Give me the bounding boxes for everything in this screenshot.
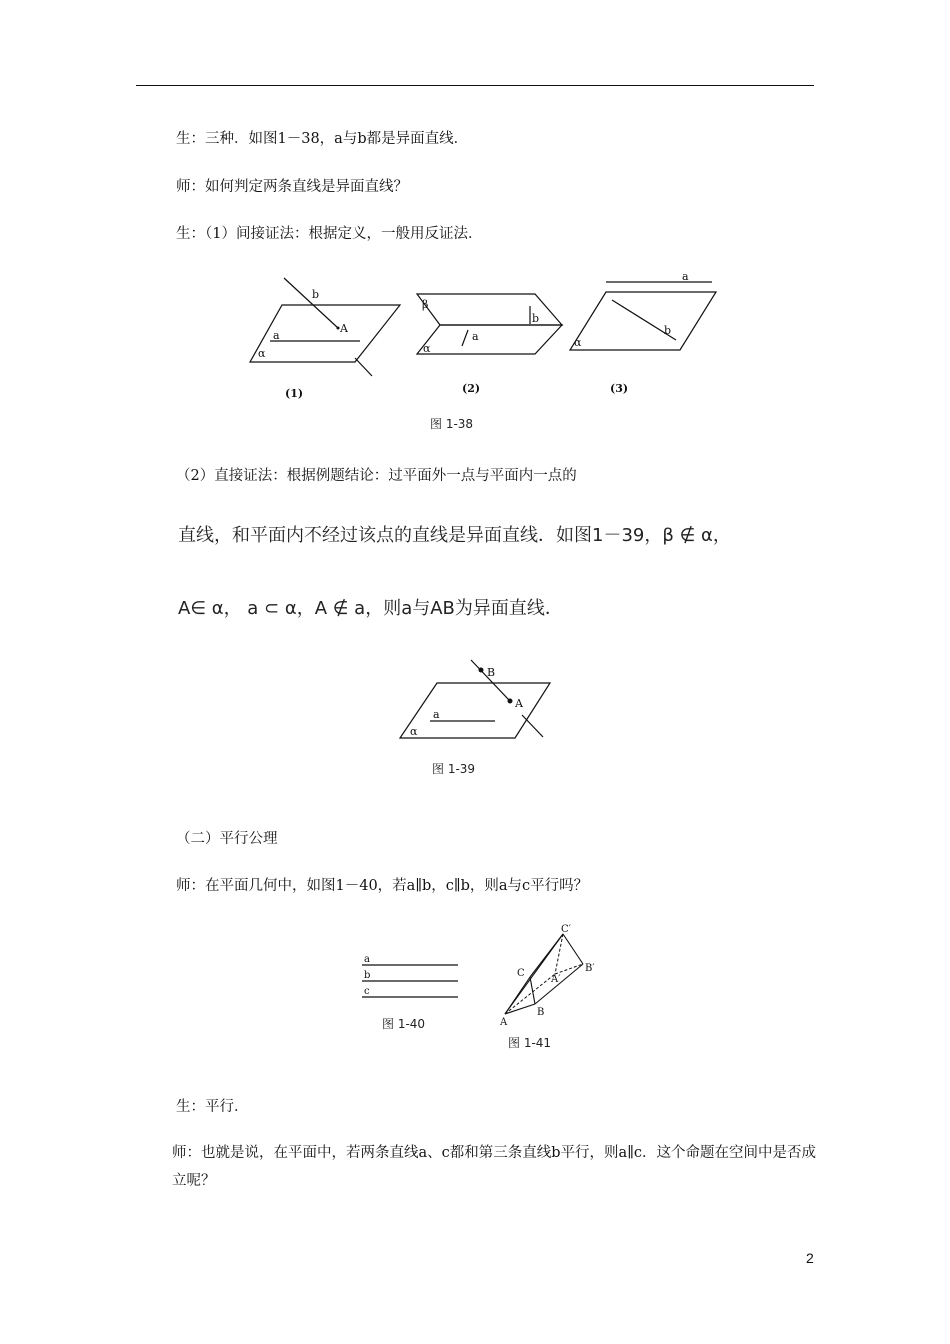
page-number: 2 <box>806 1250 814 1266</box>
line-a-2 <box>462 330 468 346</box>
label-alpha: α <box>574 336 582 349</box>
label-alpha: α <box>258 347 266 360</box>
subfigure-label: (1) <box>285 387 304 400</box>
label-A: A <box>340 322 348 335</box>
label-A: A <box>500 1017 508 1028</box>
figure-1-41 <box>495 922 605 1032</box>
label-a: a <box>364 954 370 965</box>
plane-alpha <box>400 683 550 738</box>
label-a: a <box>682 270 689 283</box>
subfigure-label: (3) <box>610 382 629 395</box>
header-rule <box>136 85 814 86</box>
paragraph: 生：三种．如图1－38，a与b都是异面直线． <box>176 131 469 147</box>
label-alpha: α <box>423 342 431 355</box>
paragraph: A∈ α， a ⊂ α，A ∉ a，则a与AB为异面直线． <box>178 598 563 619</box>
line-AB-lower <box>522 715 543 737</box>
line-b-1-lower <box>355 358 372 376</box>
label-a: a <box>273 329 280 342</box>
label-B: B <box>537 1007 545 1018</box>
label-A: A <box>515 697 523 710</box>
label-a: a <box>472 330 479 343</box>
label-B: B <box>487 666 496 679</box>
plane-beta-2 <box>417 294 562 325</box>
label-b: b <box>312 288 320 301</box>
figure-caption: 图 1-41 <box>508 1036 552 1050</box>
label-b: b <box>364 970 371 981</box>
point-A <box>508 699 513 704</box>
label-C-prime: C′ <box>561 924 571 935</box>
paragraph: 生：平行． <box>176 1099 249 1115</box>
plane-alpha-3 <box>570 292 716 350</box>
label-B-prime: B′ <box>585 963 595 974</box>
paragraph: 直线，和平面内不经过该点的直线是异面直线．如图1－39，β ∉ α， <box>178 525 731 546</box>
label-C: C <box>517 968 525 979</box>
figure-caption: 图 1-39 <box>432 762 476 776</box>
subfigure-label: (2) <box>462 382 481 395</box>
paragraph: 生：（1）间接证法：根据定义，一般用反证法． <box>176 226 483 242</box>
label-b: b <box>664 324 672 337</box>
figure-caption: 图 1-40 <box>382 1017 426 1031</box>
paragraph: 师：如何判定两条直线是异面直线？ <box>176 179 408 195</box>
plane-alpha-2 <box>417 325 562 354</box>
line-b-1 <box>284 278 338 328</box>
figure-caption: 图 1-38 <box>430 417 474 431</box>
section-heading: （二）平行公理 <box>176 831 278 847</box>
label-a: a <box>433 708 440 721</box>
label-A-prime: A′ <box>551 974 561 985</box>
label-b: b <box>532 312 540 325</box>
label-c: c <box>364 986 370 997</box>
figure-1-38 <box>240 270 730 435</box>
figure-1-39 <box>395 655 555 750</box>
paragraph: 师：在平面几何中，如图1－40，若a∥b，c∥b，则a与c平行吗？ <box>176 878 589 894</box>
paragraph: （2）直接证法：根据例题结论：过平面外一点与平面内一点的 <box>176 468 577 484</box>
point-B <box>479 668 484 673</box>
label-alpha: α <box>410 725 418 738</box>
label-beta: β <box>422 298 429 311</box>
figure-1-40 <box>360 950 460 1000</box>
paragraph: 师：也就是说，在平面中，若两条直线a、c都和第三条直线b平行，则a∥c．这个命题在空间中是否成立呢？ <box>172 1145 817 1189</box>
